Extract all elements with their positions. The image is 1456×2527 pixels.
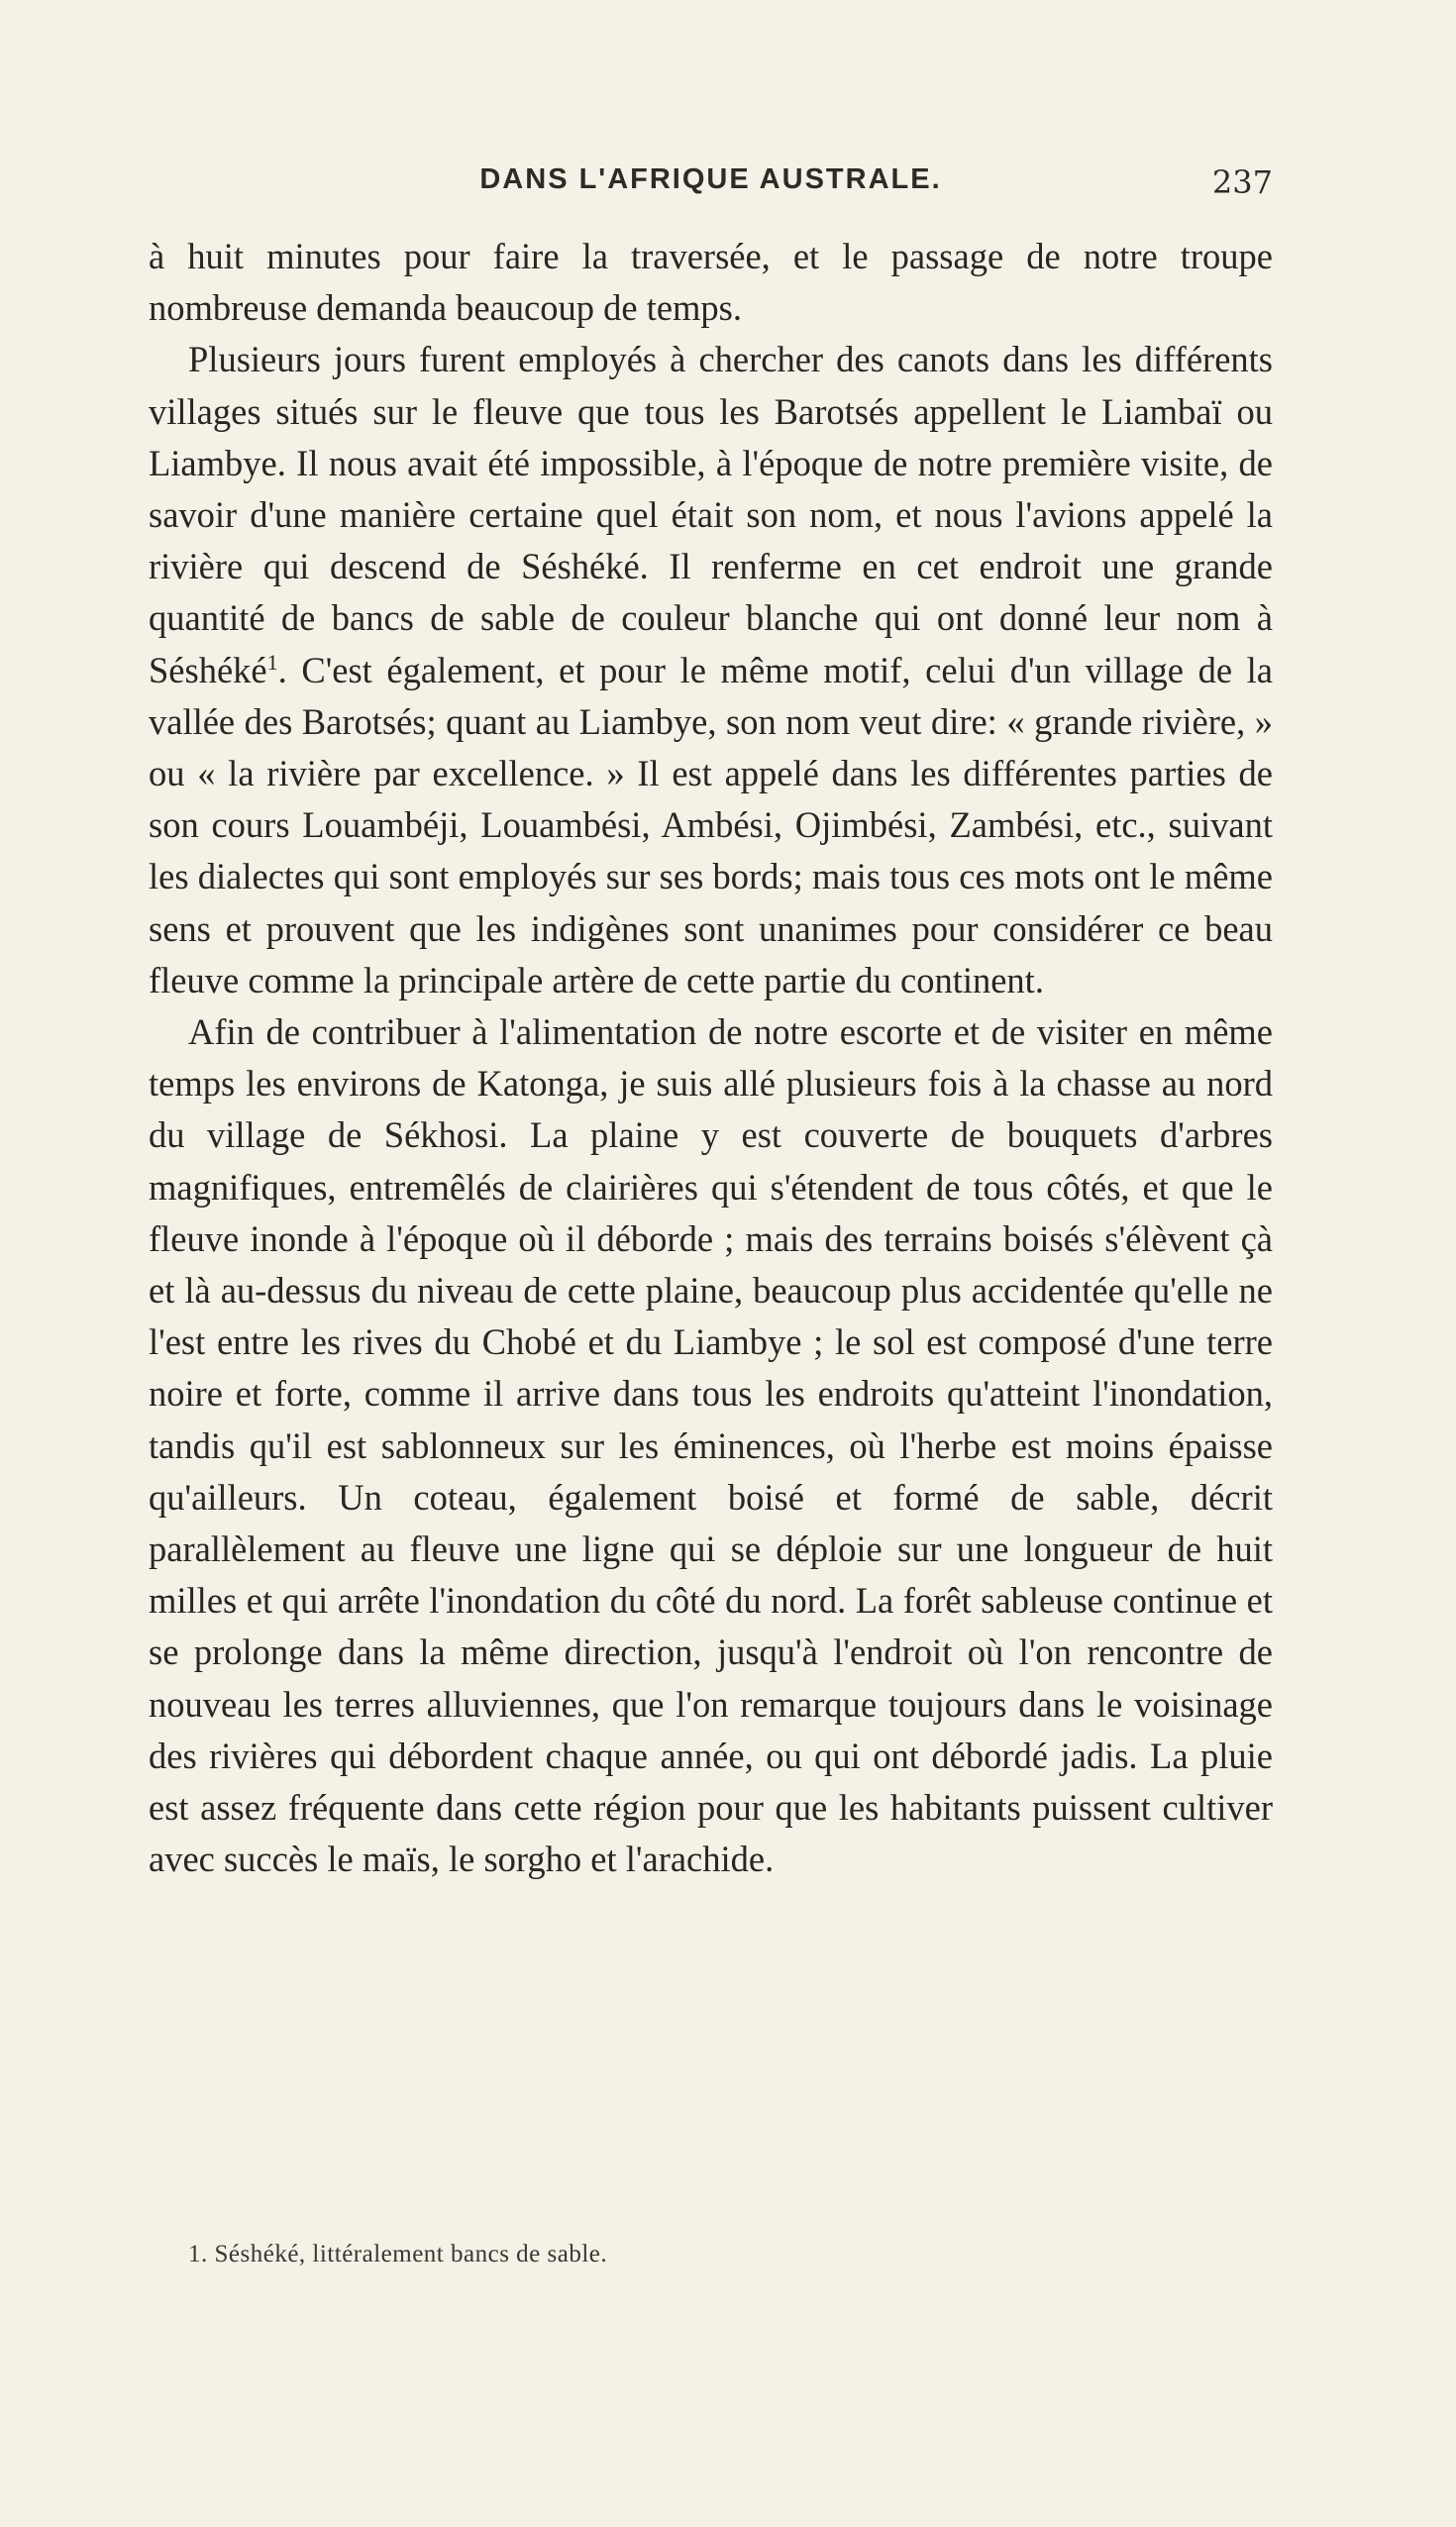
paragraph-text-part: Plusieurs jours furent employés à chercher des canots dans les différents villages situés sur le fleuve que tous les Barotsés appellent le Liambaï ou Liambye. Il nous avait été impossible, à l'époque de notre première visite, de savoir d'une manière certaine quel était son nom, et nous l'avions appelé la rivière qui descend de Séshéké. Il renferme en cet endroit une grande quantité de bancs de sable de couleur blanche qui ont donné leur nom à Séshéké: [149, 339, 1273, 690]
paragraph-continuation: à huit minutes pour faire la traversée, et le passage de notre troupe nombreuse demanda beaucoup de temps.: [149, 236, 1273, 329]
body-text: [149, 231, 1273, 1886]
running-head: [149, 163, 1273, 213]
page-number: 237: [1211, 163, 1273, 201]
running-title: DANS L'AFRIQUE AUSTRALE.: [479, 163, 942, 195]
footnote: 1. Séshéké, littéralement bancs de sable.: [188, 2241, 608, 2267]
paragraph-text-part: . C'est également, et pour le même motif, celui d'un village de la vallée des Barotsés; quant au Liambye, son nom veut dire: « grande rivière, » ou « la rivière par excellence. » Il est appelé dans les différentes parties de son cours Louambéji, Louambési, Ambési, Ojimbési, Zambési, etc., suivant les dialectes qui sont employés sur ses bords; mais tous ces mots ont le même sens et prouvent que les indigènes sont unanimes pour considérer ce beau fleuve comme la principale artère de cette partie du continent.: [149, 649, 1273, 1000]
paragraph-katonga: Afin de contribuer à l'alimentation de notre escorte et de visiter en même temps les environs de Katonga, je suis allé plusieurs fois à la chasse au nord du village de Sékhosi. La plaine y est couverte de bouquets d'arbres magnifiques, entremêlés de clairières qui s'étendent de tous côtés, et que le fleuve inonde à l'époque où il déborde ; mais des terrains boisés s'élèvent çà et là au-dessus du niveau de cette plaine, beaucoup plus accidentée qu'elle ne l'est entre les rives du Chobé et du Liambye ; le sol est composé d'une terre noire et forte, comme il arrive dans tous les endroits qu'atteint l'inondation, tandis qu'il est sablonneux sur les éminences, où l'herbe est moins épaisse qu'ailleurs. Un coteau, également boisé et formé de sable, décrit parallèlement au fleuve une ligne qui se déploie sur une longueur de huit milles et qui arrête l'inondation du côté du nord. La forêt sableuse continue et se prolonge dans la même direction, jusqu'à l'endroit où l'on rencontre de nouveau les terres alluviennes, que l'on remarque toujours dans le voisinage des rivières qui débordent chaque année, ou qui ont débordé jadis. La pluie est assez fréquente dans cette région pour que les habitants puissent cultiver avec succès le maïs, le sorgho et l'arachide.: [149, 1011, 1273, 1880]
paragraph-liambye: [149, 334, 1273, 1006]
footnote-reference: 1: [266, 649, 278, 675]
